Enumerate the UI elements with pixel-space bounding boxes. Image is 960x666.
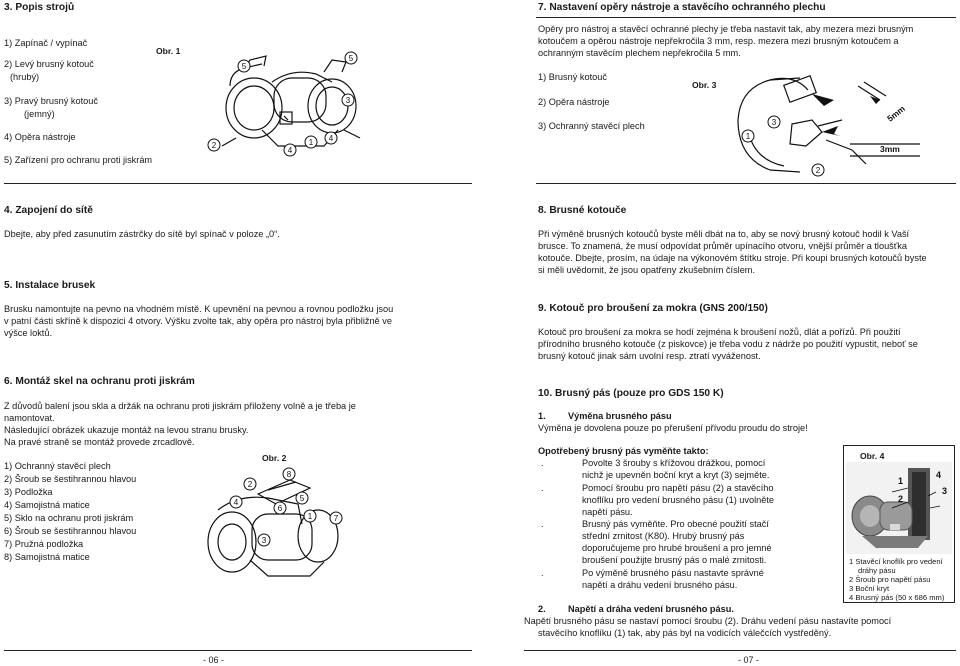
section-10-title: 10. Brusný pás (pouze pro GDS 150 K) [538, 388, 724, 399]
section-9-title: 9. Kotouč pro broušení za mokra (GNS 200/150) [538, 303, 768, 314]
s6-item-7: 7) Pružná podložka [4, 539, 84, 549]
s3-item-5: 5) Zařízení pro ochranu proti jiskrám [4, 155, 153, 165]
section-8-line-1: Při výměně brusných kotoučů byste měli dbát na to, aby se nový brusný kotouč hodil k Vaší [538, 229, 910, 239]
fig-3-gap-3mm: 3mm [880, 144, 900, 154]
section-6-title: 6. Montáž skel na ochranu proti jiskrám [4, 376, 195, 387]
divider [536, 17, 956, 18]
step-2-line-2: knoflíku pro vedení brusného pásu (1) uvolněte [582, 495, 775, 505]
s3-item-1: 1) Zapínač / vypínač [4, 38, 88, 48]
divider [536, 183, 956, 184]
step-3-line-2: střední zrnitost (K80). Hrubý brusný pás [582, 531, 745, 541]
step-2-line-1: Pomocí šroubu pro napětí pásu (2) a stavěcího [582, 483, 774, 493]
s3-item-2b: (hrubý) [10, 72, 40, 82]
section-8-title: 8. Brusné kotouče [538, 205, 627, 216]
sub-1-title: Výměna brusného pásu [568, 411, 672, 421]
s6-item-5: 5) Sklo na ochranu proti jiskrám [4, 513, 134, 523]
sub-2-line-2: stavěcího knoflíku (1) tak, aby pás byl na vodicích válečcích vystředěný. [538, 628, 832, 638]
fig-1-label: Obr. 1 [156, 46, 181, 56]
s6-item-1: 1) Ochranný stavěcí plech [4, 461, 111, 471]
fig-2-label: Obr. 2 [262, 453, 287, 463]
step-1-mark: . [541, 458, 544, 468]
fig-1-callout: 1 [308, 138, 314, 147]
section-3-title: 3. Popis strojů [4, 2, 75, 13]
s6-item-2: 2) Šroub se šestihrannou hlavou [4, 474, 137, 484]
fig-2-callout: 2 [247, 480, 253, 489]
fig-4-callout: 1 [898, 476, 904, 486]
fig-2-callout: 5 [299, 494, 305, 503]
fig-4-belt-grinder-photo [846, 462, 952, 554]
s7-item-1: 1) Brusný kotouč [538, 72, 607, 82]
section-6-line-1: Z důvodů balení jsou skla a držák na ochranu proti jiskrám přiloženy volně a je třeba je [4, 401, 356, 411]
section-8-line-2: brusce. To znamená, že musí odpovídat průměr upínacího otvoru, vnější průměr a tloušťka [538, 241, 907, 251]
fig-3-gap-5mm: 5mm [885, 103, 907, 124]
steps-title: Opotřebený brusný pás vyměňte takto: [538, 446, 709, 456]
section-7-line-3: ochranným stavěcím plechem nepřekročila 5 mm. [538, 48, 741, 58]
section-9-line-3: brusný kotouč jinak sám uvolní resp. ztratí vyváženost. [538, 351, 761, 361]
s6-item-4: 4) Samojistná matice [4, 500, 90, 510]
fig-4-callout: 4 [936, 470, 942, 480]
sub-2-number: 2. [538, 604, 546, 614]
fig-4-caption-3: 3 Boční kryt [849, 584, 890, 593]
fig-1-callout: 4 [287, 146, 293, 155]
section-5-line-1: Brusku namontujte na pevno na vhodném místě. K upevnění na pevnou a rovnou podložku jsou [4, 304, 394, 314]
section-4-text: Dbejte, aby před zasunutím zástrčky do sítě byl spínač v poloze „0“. [4, 229, 280, 239]
section-7-line-2: kotoučem a opěrou nástroje nepřekročila 3 mm, resp. mezera mezi brusným kotoučem a [538, 36, 899, 46]
page-number-right: - 07 - [738, 655, 760, 665]
step-3-line-1: Brusný pás vyměňte. Pro obecné použití stačí [582, 519, 769, 529]
section-8-line-4: si měli uvědomit, že jsou opatřeny zkušebním číslem. [538, 265, 756, 275]
section-6-line-2: namontovat. [4, 413, 55, 423]
section-9-line-1: Kotouč pro broušení za mokra se hodí zejména k broušení nožů, dlát a pořízů. Při použití [538, 327, 901, 337]
fig-2-callout: 6 [277, 504, 283, 513]
fig-2-callout: 7 [333, 514, 339, 523]
sub-2-line-1: Napětí brusného pásu se nastaví pomocí šroubu (2). Dráhu vedení pásu nastavíte pomocí [524, 616, 892, 626]
fig-4-caption-1: 1 Stavěcí knoflík pro vedení [849, 557, 943, 566]
s7-item-3: 3) Ochranný stavěcí plech [538, 121, 645, 131]
section-4-title: 4. Zapojení do sítě [4, 205, 93, 216]
s6-item-8: 8) Samojistná matice [4, 552, 90, 562]
section-9-line-2: přírodního brusného kotouče (z piskovce) je třeba vodu z nádrže po použití vypustit, neboť se [538, 339, 918, 349]
footer-divider [4, 650, 472, 651]
fig-3-callout: 3 [771, 118, 777, 127]
fig-2-callout: 1 [307, 512, 313, 521]
fig-3-callout: 2 [815, 166, 821, 175]
fig-3-gap-drawing [730, 60, 944, 184]
fig-1-callout: 4 [328, 134, 334, 143]
section-5-line-2: v patní části skříně k dispozici 4 otvory. Výšku zvolte tak, aby opěra pro nástroj byla přibližně ve [4, 316, 392, 326]
s6-item-6: 6) Šroub se šestihrannou hlavou [4, 526, 137, 536]
step-2-line-3: napětí pásu. [582, 507, 633, 517]
fig-1-callout: 3 [345, 96, 351, 105]
fig-4-callout: 3 [942, 486, 948, 496]
fig-1-callout: 2 [211, 141, 217, 150]
s6-item-3: 3) Podložka [4, 487, 53, 497]
fig-4-caption-1b: dráhy pásu [858, 566, 896, 575]
section-6-line-3: Následující obrázek ukazuje montáž na levou stranu brusky. [4, 425, 249, 435]
section-5-title: 5. Instalace brusek [4, 280, 96, 291]
section-7-line-1: Opěry pro nástroj a stavěcí ochranné plechy je třeba nastavit tak, aby mezera mezi brusným [538, 24, 914, 34]
fig-2-callout: 4 [233, 498, 239, 507]
section-8-line-3: kotouče. Dbejte, prosím, na údaje na výkonovém štítku stroje. Při koupi brusných kotoučů byste [538, 253, 927, 263]
section-7-title: 7. Nastavení opěry nástroje a stavěcího ochranného plechu [538, 2, 826, 13]
sub-2-title: Napětí a dráha vedení brusného pásu. [568, 604, 734, 614]
divider [4, 183, 472, 184]
step-2-mark: . [541, 483, 544, 493]
fig-1-callout: 5 [241, 62, 247, 71]
fig-2-assembly-drawing [198, 464, 358, 586]
step-3-mark: . [541, 519, 544, 529]
fig-1-grinder-drawing [192, 38, 374, 160]
page-number-left: - 06 - [203, 655, 225, 665]
fig-2-callout: 3 [261, 536, 267, 545]
step-1-line-1: Povolte 3 šrouby s křížovou drážkou, pomocí [582, 458, 766, 468]
fig-3-callout: 1 [745, 132, 751, 141]
step-1-line-2: nichž je upevněn boční kryt a kryt (3) sejměte. [582, 470, 770, 480]
s3-item-4: 4) Opěra nástroje [4, 132, 76, 142]
s3-item-3: 3) Pravý brusný kotouč [4, 96, 98, 106]
s3-item-3b: (jemný) [24, 109, 55, 119]
s7-item-2: 2) Opěra nástroje [538, 97, 610, 107]
section-6-line-4: Na pravé straně se montáž provede zrcadlově. [4, 437, 195, 447]
fig-2-callout: 8 [286, 470, 292, 479]
step-4-mark: . [541, 568, 544, 578]
sub-1-number: 1. [538, 411, 546, 421]
fig-4-caption-2: 2 Šroub pro napětí pásu [849, 575, 931, 584]
fig-1-callout: 5 [348, 54, 354, 63]
step-3-line-4: broušení použijte brusný pás o malé zrnitosti. [582, 555, 767, 565]
fig-4-callout: 2 [898, 494, 904, 504]
fig-3-label: Obr. 3 [692, 80, 717, 90]
fig-4-label: Obr. 4 [860, 451, 885, 461]
s3-item-2: 2) Levý brusný kotouč [4, 59, 94, 69]
step-4-line-2: napětí a dráhu vedení brusného pásu. [582, 580, 738, 590]
step-3-line-3: doporučujeme pro hrubé broušení a pro jemné [582, 543, 772, 553]
fig-4-caption-4: 4 Brusný pás (50 x 686 mm) [849, 593, 945, 602]
section-5-line-3: výšce loktů. [4, 328, 52, 338]
step-4-line-1: Po výměně brusného pásu nastavte správné [582, 568, 764, 578]
footer-divider [524, 650, 956, 651]
sub-1-text: Výměna je dovolena pouze po přerušení přívodu proudu do stroje! [538, 423, 808, 433]
